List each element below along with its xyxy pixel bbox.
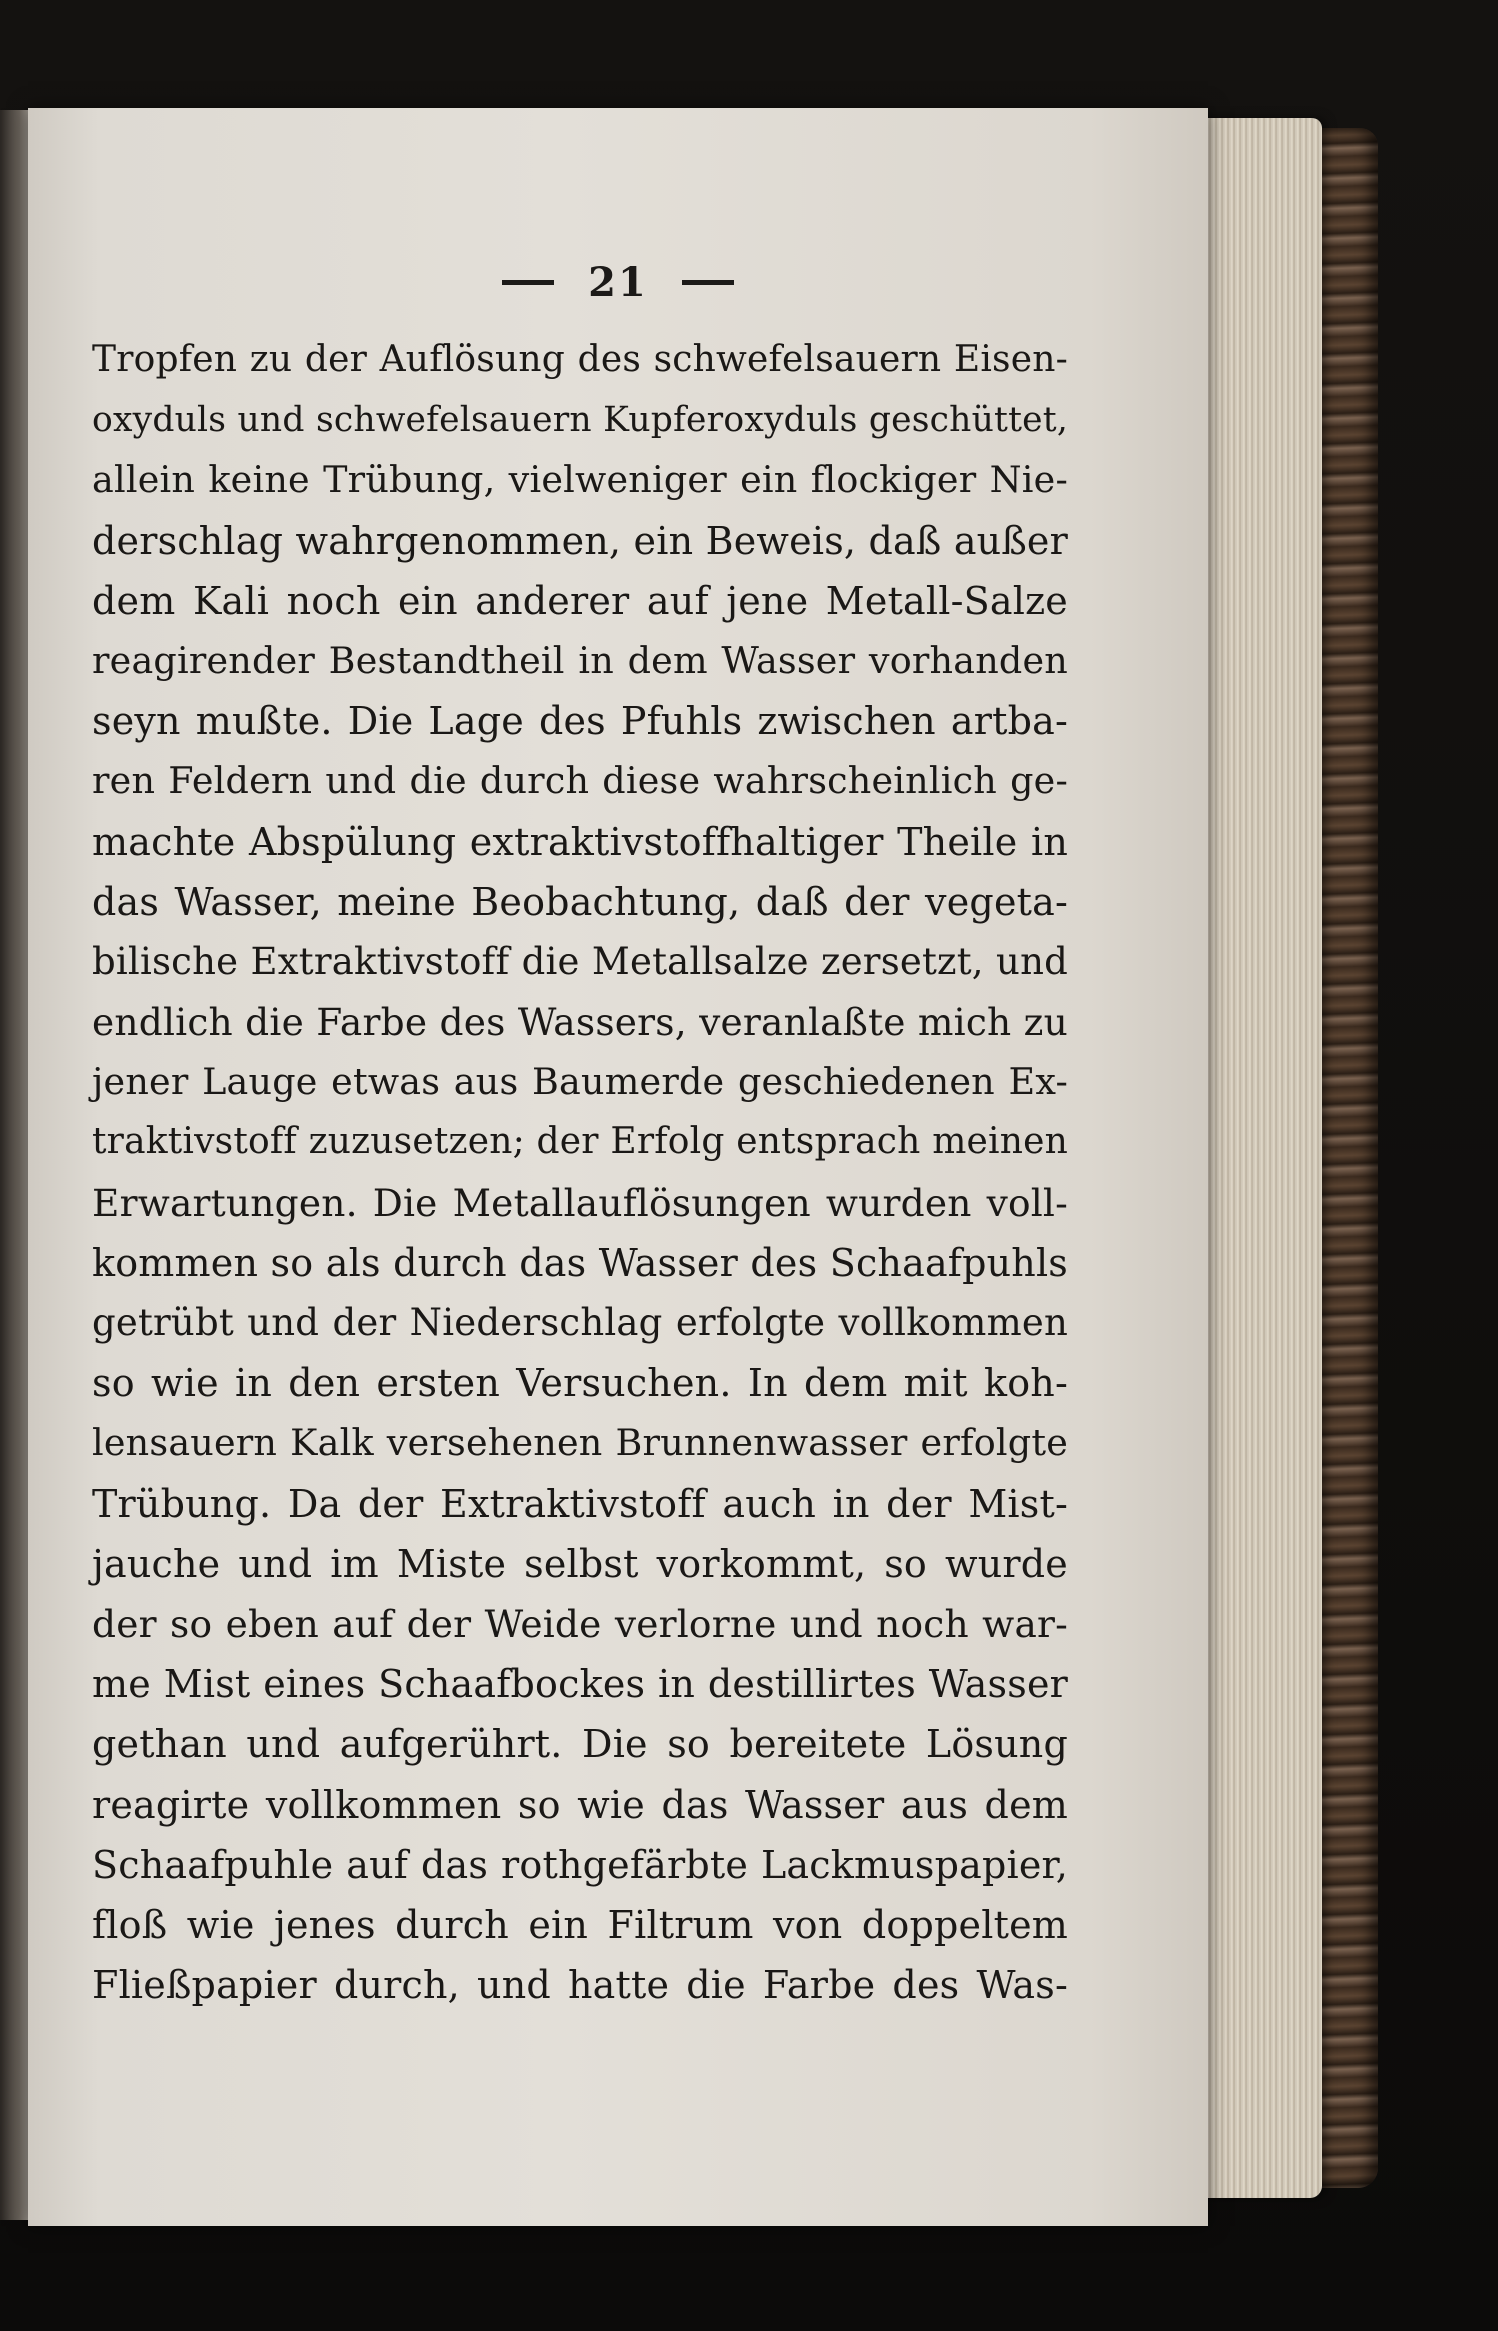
text-line: jauche und im Miste selbst vorkommt, so wurde (92, 1541, 1068, 1586)
text-line: jener Lauge etwas aus Baumerde geschiedenen Ex- (92, 1060, 1068, 1104)
text-line: so wie in den ersten Versuchen. In dem mit koh- (92, 1361, 1068, 1406)
text-line: dem Kali noch ein anderer auf jene Metall-Salze (92, 578, 1068, 623)
text-line: seyn mußte. Die Lage des Pfuhls zwischen artba- (92, 699, 1068, 744)
text-line: floß wie jenes durch ein Filtrum von doppeltem (92, 1902, 1068, 1947)
text-line: der so eben auf der Weide verlorne und noch war- (92, 1601, 1068, 1646)
page-text (92, 330, 1068, 2015)
text-line: getrübt und der Niederschlag erfolgte vollkommen (92, 1301, 1068, 1344)
text-line: allein keine Trübung, vielweniger ein flockiger Nie- (92, 458, 1068, 502)
text-line: ren Feldern und die durch diese wahrscheinlich ge- (92, 759, 1068, 803)
text-line: derschlag wahrgenommen, ein Beweis, daß außer (92, 518, 1068, 563)
text-line: das Wasser, meine Beobachtung, daß der vegeta- (92, 879, 1068, 924)
page-header (28, 256, 1208, 306)
text-line: gethan und aufgerührt. Die so bereitete Lösung (92, 1722, 1068, 1767)
page-number: 21 (588, 258, 648, 306)
header-dash-right (682, 280, 734, 285)
text-line: Schaafpuhle auf das rothgefärbte Lackmuspapier, (92, 1842, 1068, 1887)
text-line: Erwartungen. Die Metallauflösungen wurden voll- (92, 1180, 1068, 1225)
text-line: bilische Extraktivstoff die Metallsalze zersetzt, und (92, 939, 1068, 983)
header-dash-left (502, 280, 554, 285)
text-line: lensauern Kalk versehenen Brunnenwasser erfolgte (92, 1421, 1068, 1465)
text-line: oxyduls und schwefelsauern Kupferoxyduls geschüttet, (92, 400, 1068, 441)
text-line: kommen so als durch das Wasser des Schaafpuhls (92, 1240, 1068, 1285)
text-line: machte Abspülung extraktivstoffhaltiger Theile in (92, 819, 1068, 864)
text-line: Fließpapier durch, und hatte die Farbe des Was- (92, 1963, 1068, 2008)
text-line: traktivstoff zuzusetzen; der Erfolg entsprach meinen (92, 1121, 1069, 1163)
book-page (28, 108, 1208, 2226)
text-line: me Mist eines Schaafbockes in destillirtes Wasser (92, 1662, 1068, 1707)
text-line: Tropfen zu der Auflösung des schwefelsauern Eisen- (92, 339, 1068, 380)
text-line: Trübung. Da der Extraktivstoff auch in der Mist- (92, 1481, 1068, 1526)
text-line: reagirender Bestandtheil in dem Wasser vorhanden (92, 638, 1068, 682)
text-line: endlich die Farbe des Wassers, veranlaßte mich zu (92, 1000, 1068, 1045)
text-line: reagirte vollkommen so wie das Wasser aus dem (92, 1782, 1068, 1827)
